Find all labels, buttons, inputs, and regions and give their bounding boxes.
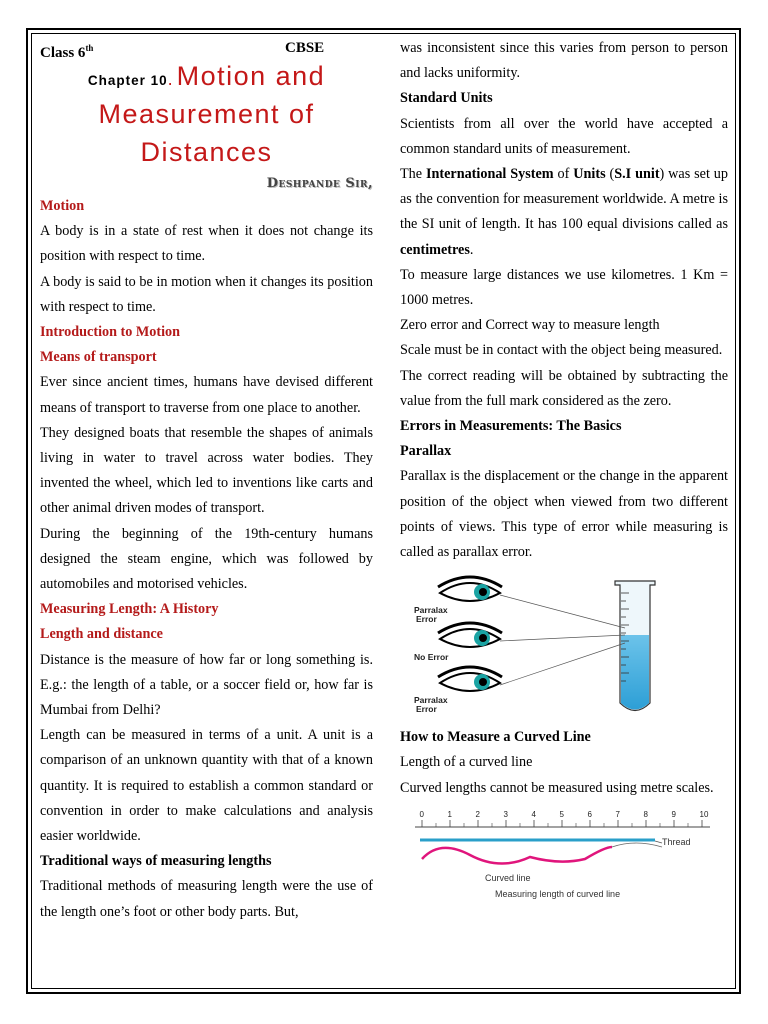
text: . xyxy=(469,241,474,258)
paragraph: Length can be measured in terms of a unit. A unit is a comparison of an unknown quantity with that of a known quantity. It is required to establish a common standard or convention in order to make calculations and analysis easier worldwide. xyxy=(40,727,373,845)
ruler-tick-label: 1 xyxy=(447,809,452,819)
heading-motion: Motion xyxy=(40,198,85,214)
ruler-tick-label: 6 xyxy=(587,809,592,819)
header xyxy=(40,36,373,60)
heading-traditional: Traditional ways of measuring lengths xyxy=(40,853,272,870)
paragraph: To measure large distances we use kilometres. 1 Km = 1000 metres. xyxy=(400,266,728,309)
ruler-tick-label: 4 xyxy=(531,809,536,819)
curved-line-label: Curved line xyxy=(485,872,531,883)
bold-text: S.I unit xyxy=(614,166,660,183)
paragraph: Parallax is the displacement or the change in the apparent position of the object when viewed from two different points of views. This type of error while measuring is called as parallax error. xyxy=(400,468,728,561)
paragraph: Curved lengths cannot be measured using metre scales. xyxy=(400,779,714,796)
class-sup: th xyxy=(85,43,94,53)
heading-standard-units: Standard Units xyxy=(400,90,493,107)
thread-label: Thread xyxy=(662,836,691,847)
class-label: Class 6 xyxy=(40,45,86,61)
paragraph: The correct reading will be obtained by subtracting the value from the full mark considered as the zero. xyxy=(400,367,728,409)
heading-errors: Errors in Measurements: The Basics xyxy=(400,418,622,435)
label-no-error: No Error xyxy=(414,652,449,663)
heading-curved-line: How to Measure a Curved Line xyxy=(400,729,591,746)
ruler-tick-label: 10 xyxy=(699,809,709,819)
eye-icon xyxy=(438,577,502,601)
bold-text: Units xyxy=(573,166,606,183)
text: The xyxy=(400,166,426,183)
paragraph: A body is said to be in motion when it changes its position with respect to time. xyxy=(40,273,373,315)
label-parallax-bottom: Parralax xyxy=(414,695,448,706)
label-error-bottom: Error xyxy=(416,704,437,715)
ruler-tick-label: 5 xyxy=(559,809,564,819)
ruler-tick-label: 9 xyxy=(671,809,676,819)
text: ( xyxy=(605,166,615,183)
chapter-prefix: Chapter 10 xyxy=(87,73,168,88)
curved-line-icon xyxy=(422,847,612,864)
chapter-dot: . xyxy=(167,69,173,89)
paragraph: They designed boats that resemble the shapes of animals living in water to travel across water bodies. They invented the wheel, which led to inventions like carts and other animal driven modes of transport. xyxy=(40,424,373,517)
author-name xyxy=(40,174,373,194)
heading-intro-motion: Introduction to Motion xyxy=(40,324,181,341)
bold-text: centimetres xyxy=(400,241,470,258)
label-error-top: Error xyxy=(416,614,437,625)
heading-measuring-history: Measuring Length: A History xyxy=(40,601,219,618)
heading-length-distance: Length and distance xyxy=(40,626,163,643)
paragraph: Scale must be in contact with the object being measured. xyxy=(400,342,723,359)
ruler-tick-label: 3 xyxy=(503,809,508,819)
board-label: CBSE xyxy=(285,40,325,56)
text: of xyxy=(553,166,574,183)
paragraph: Zero error and Correct way to measure length xyxy=(400,317,660,334)
heading-parallax: Parallax xyxy=(400,443,452,460)
bold-text: International System xyxy=(425,166,554,183)
paragraph: Scientists from all over the world have accepted a common standard units of measurement. xyxy=(400,115,728,157)
eye-icon xyxy=(438,623,502,647)
curved-line-figure xyxy=(400,807,720,907)
chapter-title-line3: Distances xyxy=(140,137,273,167)
chapter-title-line1: Motion and xyxy=(176,61,326,91)
heading-means-transport: Means of transport xyxy=(40,349,157,366)
paragraph: Length of a curved line xyxy=(400,754,533,771)
chapter-title xyxy=(40,60,373,174)
author-text: Deshpande Sir, xyxy=(266,176,373,191)
parallax-figure xyxy=(400,573,700,723)
ruler-tick-label: 7 xyxy=(615,809,620,819)
sight-lines-icon xyxy=(500,595,625,685)
water-icon xyxy=(621,635,649,710)
paragraph: Ever since ancient times, humans have devised different means of transport to traverse from one place to another. xyxy=(40,374,373,416)
eye-icon xyxy=(438,667,502,691)
chapter-title-line2: Measurement of xyxy=(98,99,315,129)
text: ) was set up as the convention for measurement worldwide. A metre is the SI unit of length. It has 100 equal divisions called as xyxy=(400,166,728,233)
figure-caption: Measuring length of curved line xyxy=(495,888,621,899)
ruler-tick-label: 8 xyxy=(643,809,648,819)
label-parallax-top: Parralax xyxy=(414,605,448,616)
ruler-tick-label: 0 xyxy=(419,809,424,819)
right-column xyxy=(400,36,728,911)
paragraph: was inconsistent since this varies from person to person and lacks uniformity. xyxy=(400,40,728,82)
paragraph-si-units xyxy=(400,162,728,263)
left-column xyxy=(40,36,373,925)
paragraph: A body is in a state of rest when it does not change its position with respect to time. xyxy=(40,223,373,265)
ruler-tick-label: 2 xyxy=(475,809,480,819)
paragraph: Traditional methods of measuring length were the use of the length one’s foot or other body parts. But, xyxy=(40,878,373,920)
paragraph: During the beginning of the 19th-century humans designed the steam engine, which was followed by automobiles and motorised vehicles. xyxy=(40,525,373,593)
paragraph: Distance is the measure of how far or long something is. E.g.: the length of a table, or a soccer field or, how far is Mumbai from Delhi? xyxy=(40,651,373,719)
